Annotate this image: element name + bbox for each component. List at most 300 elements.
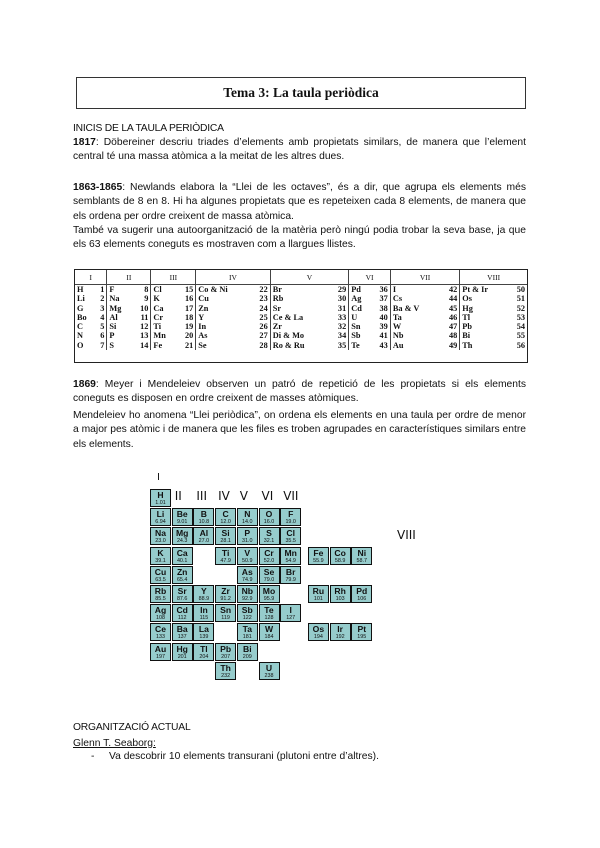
element-mass: 127	[286, 615, 296, 622]
element-mass: 106	[357, 596, 367, 602]
element-symbol: Bo	[77, 312, 87, 322]
newlands-cell	[270, 294, 349, 303]
element-symbol: Sr	[177, 586, 187, 596]
table-row	[75, 294, 527, 303]
element-mass: 1.01	[155, 500, 166, 506]
group-label-8: VIII	[397, 528, 416, 542]
element-number: 17	[184, 303, 194, 313]
element-number: 33	[337, 312, 347, 322]
element-symbol: W	[264, 624, 274, 635]
element-symbol: Se	[263, 566, 275, 577]
element-mass: 23.0	[155, 538, 166, 545]
element-mass: 101	[313, 596, 323, 602]
newlands-cell	[107, 313, 151, 322]
element-number: 4	[100, 312, 105, 322]
group-label-4: IV	[218, 489, 230, 503]
element-symbol: Os	[462, 294, 472, 304]
element-symbol: Bi	[462, 331, 471, 341]
element-cell-cd	[172, 604, 193, 622]
element-cell-pd	[351, 585, 372, 603]
element-cell-sn	[215, 604, 236, 622]
element-number: 43	[379, 340, 388, 350]
element-mass: 197	[156, 653, 165, 660]
element-number: 18	[184, 312, 194, 322]
element-number: 30	[337, 294, 347, 304]
element-cell-rh	[330, 585, 351, 603]
element-number: 6	[100, 331, 105, 341]
element-mass: 95.9	[263, 596, 275, 602]
element-symbol: Pd	[351, 285, 361, 294]
element-symbol: Zn	[198, 303, 209, 313]
section-heading-origins: INICIS DE LA TAULA PERIÒDICA	[73, 123, 224, 134]
element-symbol: Ir	[337, 624, 343, 635]
element-mass: 28.1	[220, 538, 231, 545]
element-cell-la	[193, 623, 214, 641]
element-symbol: Di & Mo	[272, 331, 305, 341]
newlands-cell	[349, 331, 391, 340]
element-symbol: Zr	[221, 586, 230, 596]
element-symbol: Cl	[153, 285, 162, 294]
element-mass: 103	[335, 596, 345, 602]
paragraph-periodic-law: Mendeleiev ho anomena “Llei periòdica”, on ordena els elements en una taula per ordre de menor a major pes atòmic i de manera que les files es troben agrupades en característiques similars entre els elements.	[73, 410, 526, 450]
element-symbol: Rh	[334, 586, 346, 596]
element-symbol: Si	[221, 528, 230, 539]
newlands-cell	[107, 331, 151, 340]
element-symbol: N	[77, 331, 83, 341]
newlands-cell	[390, 285, 459, 295]
element-symbol: Na	[109, 294, 120, 304]
newlands-cell	[75, 294, 107, 303]
element-cell-n	[237, 508, 258, 526]
element-mass: 195	[357, 634, 367, 641]
element-mass: 133	[156, 634, 165, 641]
element-symbol: Br	[272, 285, 282, 294]
element-mass: 58.9	[334, 557, 346, 564]
element-cell-v	[237, 547, 258, 565]
element-mass: 58.7	[356, 557, 368, 564]
element-symbol: H	[157, 490, 164, 500]
element-symbol: Mg	[109, 303, 122, 313]
element-symbol: Cr	[153, 312, 164, 322]
newlands-cell	[151, 313, 196, 322]
element-symbol: O	[77, 340, 84, 350]
newlands-cell	[390, 331, 459, 340]
element-mass: 119	[221, 615, 230, 622]
element-mass: 63.5	[155, 576, 166, 583]
element-symbol: Ag	[351, 294, 362, 304]
newlands-cell	[349, 285, 391, 295]
element-number: 27	[259, 331, 268, 341]
element-number: 45	[448, 303, 458, 313]
element-mass: 192	[335, 634, 345, 641]
paragraph-meyer-mendeleiev	[73, 378, 526, 407]
element-symbol: Sb	[351, 331, 361, 341]
element-cell-ta	[237, 623, 258, 641]
element-number: 7	[100, 340, 105, 350]
element-cell-as	[237, 566, 258, 584]
element-number: 32	[337, 322, 347, 332]
element-number: 51	[516, 294, 525, 304]
newlands-cell	[107, 304, 151, 313]
newlands-header-5: V	[270, 270, 349, 285]
element-mass: 108	[156, 615, 165, 622]
element-mass: 79.9	[285, 576, 296, 583]
table-row	[75, 313, 527, 322]
element-number: 12	[140, 322, 149, 332]
element-number: 38	[379, 303, 388, 313]
element-number: 2	[100, 294, 105, 304]
element-symbol: Se	[198, 340, 207, 350]
group-label-1: I	[157, 472, 160, 483]
element-mass: 32.1	[263, 538, 275, 545]
element-number: 39	[379, 322, 388, 332]
element-number: 50	[516, 285, 525, 294]
newlands-cell	[460, 304, 527, 313]
year-1869: 1869	[73, 379, 96, 390]
element-number: 25	[259, 312, 268, 322]
bullet-dash: -	[91, 751, 95, 762]
element-symbol: Al	[109, 312, 118, 322]
element-cell-zn	[172, 566, 193, 584]
table-row	[75, 285, 527, 295]
element-symbol: As	[241, 566, 253, 577]
newlands-cell	[460, 285, 527, 295]
element-mass: 194	[313, 634, 323, 641]
element-symbol: Mg	[175, 528, 189, 539]
element-mass: 88.9	[198, 596, 210, 602]
element-symbol: I	[289, 605, 292, 616]
element-cell-mo	[259, 585, 280, 603]
element-symbol: C	[222, 509, 229, 520]
element-symbol: Ca	[153, 303, 164, 313]
element-symbol: Ta	[242, 624, 252, 635]
newlands-cell	[107, 322, 151, 331]
element-mass: 128	[264, 615, 274, 622]
element-cell-zr	[215, 585, 236, 603]
element-number: 36	[379, 285, 388, 294]
newlands-cell	[75, 341, 107, 350]
element-cell-rb	[150, 585, 171, 603]
element-symbol: S	[109, 340, 115, 350]
element-symbol: Sn	[220, 605, 232, 616]
element-mass: 35.5	[285, 538, 296, 545]
element-cell-al	[193, 527, 214, 545]
element-mass: 92.9	[242, 596, 253, 602]
newlands-cell	[196, 322, 270, 331]
paragraph-text: : Meyer i Mendeleiev observen un patró de repetició de les propietats si els elements coneguts es disposen en ordre creixent de masses atòmiques.	[73, 379, 526, 405]
newlands-cell	[196, 285, 270, 295]
element-mass: 10.8	[198, 519, 210, 526]
element-symbol: W	[392, 322, 402, 332]
year-1863-1865: 1863-1865	[73, 182, 123, 193]
element-symbol: In	[200, 605, 208, 616]
element-symbol: Os	[312, 624, 325, 635]
newlands-cell	[151, 285, 196, 295]
element-symbol: Au	[154, 643, 167, 654]
element-number: 26	[259, 322, 268, 332]
newlands-cell	[390, 294, 459, 303]
element-cell-w	[259, 623, 280, 641]
element-cell-fe	[308, 547, 329, 565]
element-mass: 74.9	[242, 576, 253, 583]
element-symbol: Te	[351, 340, 360, 350]
element-cell-br	[280, 566, 301, 584]
element-symbol: K	[157, 547, 164, 558]
element-symbol: Pd	[356, 586, 368, 596]
element-symbol: Br	[285, 566, 296, 577]
element-number: 47	[448, 322, 458, 332]
element-symbol: B	[200, 509, 207, 520]
newlands-cell	[390, 304, 459, 313]
element-symbol: V	[244, 547, 251, 558]
element-symbol: Pb	[220, 643, 232, 654]
element-mass: 204	[199, 653, 209, 660]
element-symbol: Rb	[272, 294, 284, 304]
element-symbol: Mo	[262, 586, 276, 596]
element-mass: 87.6	[176, 596, 188, 602]
element-mass: 238	[264, 672, 274, 679]
element-symbol: Ru	[312, 586, 325, 596]
element-cell-ti	[215, 547, 236, 565]
element-mass: 207	[221, 653, 231, 660]
element-symbol: Fe	[313, 547, 324, 558]
element-symbol: Ba	[176, 624, 188, 635]
element-cell-nb	[237, 585, 258, 603]
element-symbol: S	[266, 528, 272, 539]
newlands-header-7: VII	[390, 270, 459, 285]
element-number: 20	[184, 331, 194, 341]
newlands-cell	[390, 341, 459, 350]
newlands-cell	[75, 285, 107, 295]
element-mass: 85.5	[155, 596, 166, 602]
element-number: 10	[140, 303, 149, 313]
group-label-2: II	[174, 489, 182, 503]
element-cell-cl	[280, 527, 301, 545]
element-cell-f	[280, 508, 301, 526]
newlands-octaves-table	[74, 269, 528, 363]
element-mass: 52.0	[263, 557, 275, 564]
element-number: 28	[259, 340, 268, 350]
element-symbol: Fe	[153, 340, 163, 350]
element-symbol: Cu	[198, 294, 209, 304]
newlands-cell	[349, 304, 391, 313]
element-number: 14	[140, 340, 149, 350]
element-symbol: Zr	[272, 322, 282, 332]
group-label-7: VII	[283, 489, 299, 503]
element-mass: 39.1	[155, 557, 166, 564]
newlands-header-3: III	[151, 270, 196, 285]
newlands-cell	[460, 313, 527, 322]
element-symbol: Cu	[154, 566, 167, 577]
element-cell-sb	[237, 604, 258, 622]
newlands-cell	[270, 285, 349, 295]
element-mass: 184	[264, 634, 274, 641]
element-number: 34	[337, 331, 347, 341]
element-symbol: Mn	[284, 547, 297, 558]
table-row	[75, 322, 527, 331]
element-number: 56	[516, 340, 525, 350]
element-mass: 24.3	[176, 538, 188, 545]
element-symbol: Cl	[286, 528, 295, 539]
table-row	[75, 331, 527, 340]
element-symbol: Th	[462, 340, 473, 350]
element-symbol: Cr	[264, 547, 274, 558]
element-cell-u	[259, 662, 280, 680]
newlands-cell	[151, 331, 196, 340]
element-number: 5	[100, 322, 105, 332]
element-symbol: U	[351, 312, 358, 322]
newlands-cell	[349, 322, 391, 331]
newlands-cell	[460, 331, 527, 340]
newlands-cell	[151, 304, 196, 313]
newlands-cell	[75, 313, 107, 322]
element-symbol: Ro & Ru	[272, 340, 305, 350]
element-symbol: K	[153, 294, 160, 304]
element-cell-pt	[351, 623, 372, 641]
element-number: 52	[516, 303, 525, 313]
newlands-header-2: II	[107, 270, 151, 285]
element-symbol: Y	[198, 312, 205, 322]
element-symbol: Si	[109, 322, 117, 332]
group-label-6: VI	[261, 489, 274, 503]
page-title: Tema 3: La taula periòdica	[76, 77, 526, 109]
element-number: 22	[259, 285, 268, 294]
element-number: 24	[259, 303, 268, 313]
newlands-header-6: VI	[349, 270, 391, 285]
element-number: 41	[379, 331, 388, 341]
element-mass: 112	[177, 615, 187, 622]
element-cell-mn	[280, 547, 301, 565]
element-cell-o	[259, 508, 280, 526]
element-mass: 139	[199, 634, 209, 641]
element-symbol: Te	[264, 605, 274, 616]
element-number: 15	[184, 285, 194, 294]
element-symbol: F	[288, 509, 294, 520]
element-symbol: O	[265, 509, 273, 520]
element-cell-be	[172, 508, 193, 526]
element-mass: 115	[199, 615, 209, 622]
element-cell-i	[280, 604, 301, 622]
newlands-cell	[107, 341, 151, 350]
section-heading-current: ORGANITZACIÓ ACTUAL	[73, 722, 191, 733]
element-symbol: Al	[199, 528, 209, 539]
element-number: 46	[448, 312, 458, 322]
newlands-cell	[151, 341, 196, 350]
element-mass: 9.01	[176, 519, 188, 526]
element-mass: 65.4	[176, 576, 188, 583]
element-mass: 55.9	[313, 557, 324, 564]
element-symbol: Bi	[243, 643, 252, 654]
element-cell-ir	[330, 623, 351, 641]
group-label-3: III	[196, 489, 208, 503]
element-symbol: Cd	[351, 303, 362, 313]
newlands-cell	[460, 322, 527, 331]
element-symbol: Ni	[357, 547, 367, 558]
element-symbol: Sr	[272, 303, 282, 313]
newlands-cell	[390, 322, 459, 331]
newlands-cell	[270, 341, 349, 350]
element-mass: 137	[177, 634, 187, 641]
element-cell-ba	[172, 623, 193, 641]
element-symbol: P	[244, 528, 251, 539]
newlands-header-4: IV	[196, 270, 270, 285]
element-number: 54	[516, 322, 525, 332]
newlands-header-1: I	[75, 270, 107, 285]
element-mass: 232	[221, 672, 231, 679]
newlands-cell	[349, 313, 391, 322]
element-number: 55	[516, 331, 525, 341]
element-symbol: Ti	[221, 547, 230, 558]
element-symbol: Ta	[392, 312, 402, 322]
element-cell-na	[150, 527, 171, 545]
element-number: 31	[337, 303, 347, 313]
element-symbol: Nb	[241, 586, 254, 596]
element-mass: 6.94	[155, 519, 166, 526]
newlands-cell	[460, 294, 527, 303]
newlands-header-8: VIII	[460, 270, 527, 285]
element-cell-p	[237, 527, 258, 545]
element-symbol: In	[198, 322, 207, 332]
element-symbol: N	[244, 509, 251, 520]
element-symbol: Mn	[153, 331, 166, 341]
element-cell-bi	[237, 643, 258, 661]
element-symbol: Ce	[155, 624, 166, 635]
element-cell-th	[215, 662, 236, 680]
element-number: 37	[379, 294, 388, 304]
element-number: 44	[448, 294, 458, 304]
element-mass: 201	[177, 653, 187, 660]
element-symbol: Na	[155, 528, 166, 539]
element-symbol: Co & Ni	[198, 285, 228, 294]
element-number: 9	[144, 294, 149, 304]
newlands-cell	[75, 331, 107, 340]
element-cell-os	[308, 623, 329, 641]
element-number: 3	[100, 303, 105, 313]
newlands-cell	[196, 331, 270, 340]
element-symbol: Rb	[154, 586, 167, 596]
element-number: 19	[184, 322, 194, 332]
element-number: 29	[337, 285, 347, 294]
element-cell-li	[150, 508, 171, 526]
element-symbol: U	[265, 662, 273, 673]
element-cell-ni	[351, 547, 372, 565]
newlands-cell	[270, 313, 349, 322]
element-number: 53	[516, 312, 525, 322]
element-symbol: Sb	[241, 605, 253, 616]
element-mass: 91.2	[220, 596, 231, 602]
element-mass: 12.0	[220, 519, 231, 526]
element-cell-ce	[150, 623, 171, 641]
newlands-cell	[270, 304, 349, 313]
newlands-cell	[196, 341, 270, 350]
element-symbol: As	[198, 331, 208, 341]
element-symbol: Nb	[392, 331, 404, 341]
element-symbol: Ca	[176, 547, 188, 558]
newlands-cell	[349, 294, 391, 303]
element-mass: 19.0	[285, 519, 296, 526]
newlands-cell	[75, 322, 107, 331]
bullet-text: Va descobrir 10 elements transurani (plutoni entre d’altres).	[109, 751, 379, 762]
element-symbol: Ti	[153, 322, 162, 332]
element-symbol: Pt & Ir	[462, 285, 489, 294]
element-cell-te	[259, 604, 280, 622]
paragraph-text: : Newlands elabora la “Llei de les octaves”, és a dir, que agrupa els elements més semblants de 8 en 8. Hi ha algunes propietats que es repeteixen cada 8 elements, de manera que els ordena per ordre creixent de massa atòmica.	[73, 182, 526, 222]
element-number: 35	[337, 340, 347, 350]
element-symbol: G	[77, 303, 84, 313]
element-symbol: Cs	[392, 294, 403, 304]
paragraph-newlands	[73, 181, 526, 224]
element-symbol: Sn	[351, 322, 361, 332]
